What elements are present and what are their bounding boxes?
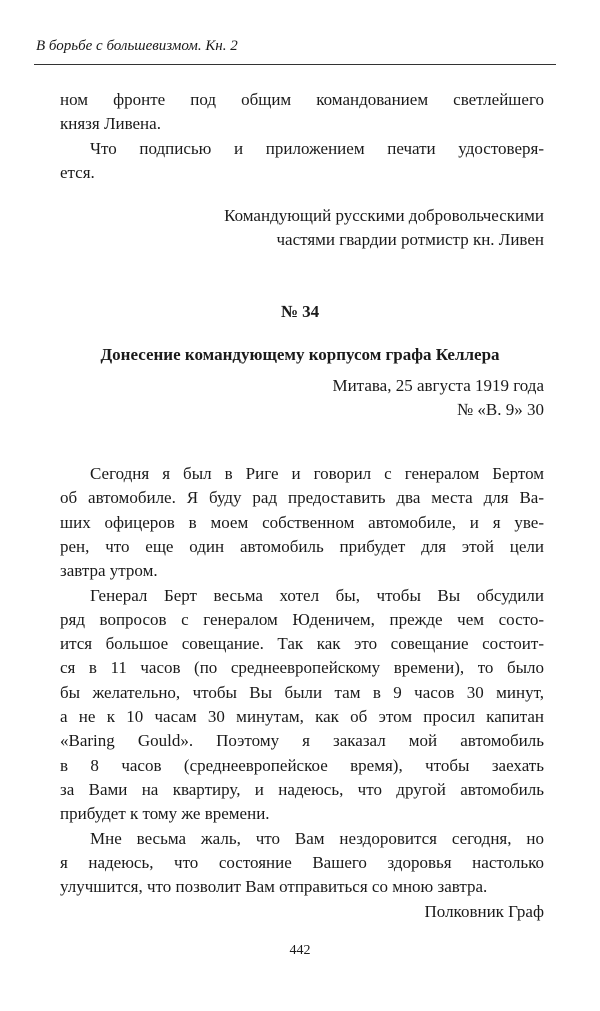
document-title: Донесение командующему корпусом графа Келлера: [100, 345, 500, 364]
text-line: ется.: [60, 163, 95, 183]
text-line: ном фронте под общим командованием светлейшего: [60, 90, 544, 109]
document-number: № 34: [280, 302, 320, 321]
text-line: а не к 10 часам 30 минутам, как об этом просил капитан: [60, 706, 544, 726]
signature-block-graf: Полковник Граф: [424, 902, 544, 921]
text-line: бы желательно, чтобы Вы были там в 9 часов 30 минут,: [60, 682, 544, 702]
text-line: Сегодня я был в Риге и говорил с генералом Бертом: [90, 464, 544, 483]
place-date: Митава, 25 августа 1919 года: [332, 376, 544, 395]
text-line: ших офицеров в моем собственном автомобиле, и я уве-: [60, 512, 544, 532]
text-line: я надеюсь, что состояние Вашего здоровья настолько: [60, 852, 544, 872]
reference-number: № «В. 9» 30: [456, 400, 544, 420]
signature-line: Командующий русскими добровольческими: [224, 206, 544, 225]
running-header: В борьбе с большевизмом. Кн. 2: [36, 38, 238, 54]
text-line: ится большое совещание. Так как это совещание состоит-: [60, 634, 544, 654]
page-number: 442: [289, 943, 311, 958]
text-line: об автомобиле. Я буду рад предоставить два места для Ва-: [60, 488, 544, 508]
text-line: Что подписью и приложением печати удостоверя-: [90, 139, 544, 158]
text-line: ряд вопросов с генералом Юденичем, прежде чем состо-: [60, 609, 544, 629]
text-line: ся в 11 часов (по среднеевропейскому времени), то было: [60, 658, 544, 678]
text-line: в 8 часов (среднеевропейское время), чтобы заехать: [60, 755, 544, 775]
text-line: за Вами на квартиру, и надеюсь, что другой автомобиль: [60, 779, 544, 799]
body-paragraph-2: [60, 584, 544, 827]
text-line: улучшится, что позволит Вам отправиться со мною завтра.: [60, 877, 488, 897]
certification-paragraph: [60, 137, 544, 186]
text-line: «Baring Gould». Поэтому я заказал мой автомобиль: [60, 731, 544, 751]
text-line: Генерал Берт весьма хотел бы, чтобы Вы обсудили: [90, 585, 544, 605]
text-line: рен, что еще один автомобиль прибудет для этой цели: [60, 536, 544, 556]
header-rule: [34, 64, 556, 65]
signature-line: частями гвардии ротмистр кн. Ливен: [276, 230, 544, 250]
text-line: прибудет к тому же времени.: [60, 804, 270, 824]
body-paragraph-1: [60, 462, 544, 583]
body-paragraph-3: [60, 827, 544, 900]
signature-block-liven: [60, 204, 544, 253]
text-line: князя Ливена.: [60, 114, 161, 134]
text-line: Мне весьма жаль, что Вам нездоровится сегодня, но: [90, 828, 544, 848]
text-line: завтра утром.: [60, 561, 158, 581]
continuation-paragraph: [60, 88, 544, 137]
document-dateline: [60, 374, 544, 423]
